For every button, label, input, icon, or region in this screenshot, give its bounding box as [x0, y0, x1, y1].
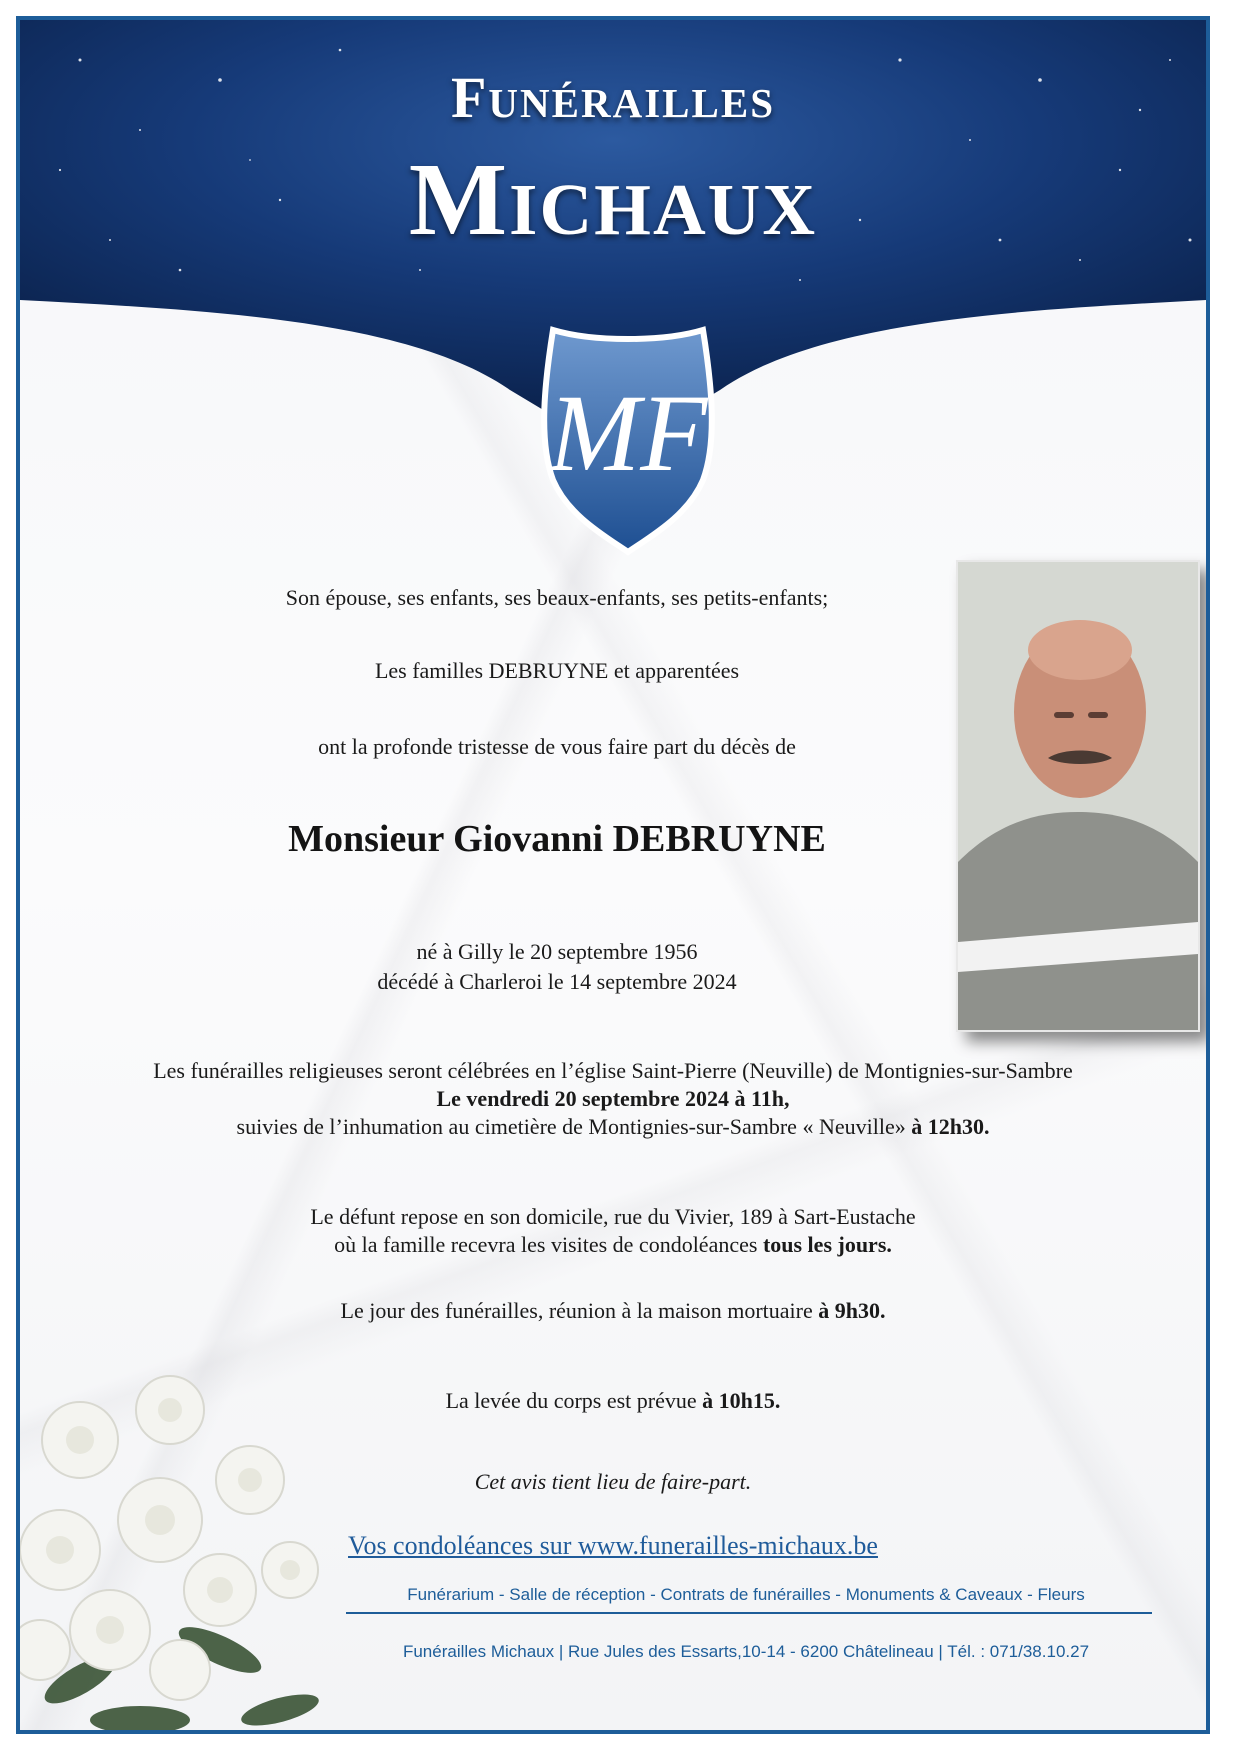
families-line: Les familles DEBRUYNE et apparentées [374, 658, 740, 683]
meeting-line [20, 1296, 1206, 1326]
death-info: décédé à Charleroi le 14 septembre 2024 [377, 969, 737, 994]
burial-line [20, 1112, 1206, 1142]
family-line: Son épouse, ses enfants, ses beaux-enfants, ses petits-enfants; [285, 585, 829, 610]
address-footer: Funérailles Michaux | Rue Jules des Essarts,10-14 - 6200 Châtelineau | Tél. : 071/38.10.27 [402, 1642, 1090, 1661]
meeting-time: à 9h30. [818, 1298, 886, 1323]
mf-shield-logo [533, 320, 723, 560]
notice-text: Cet avis tient lieu de faire-part. [474, 1469, 752, 1494]
services-footer: Funérarium - Salle de réception - Contrats de funérailles - Monuments & Caveaux - Fleurs [407, 1585, 1085, 1604]
logo-monogram: MF [548, 372, 708, 494]
header-banner [20, 20, 1206, 580]
brand-name-line1: Funérailles [450, 65, 775, 130]
deceased-name: Monsieur Giovanni DEBRUYNE [288, 818, 826, 860]
obituary-notice [16, 16, 1210, 1734]
visits-bold: tous les jours. [762, 1232, 892, 1257]
birth-info: né à Gilly le 20 septembre 1956 [416, 939, 698, 964]
visits-line [20, 1230, 1206, 1260]
burial-text: suivies de l’inhumation au cimetière de Montignies-sur-Sambre « Neuville» [236, 1114, 906, 1139]
condolences-link[interactable]: Vos condoléances sur www.funerailles-michaux.be [348, 1531, 878, 1560]
ceremony-date: Le vendredi 20 septembre 2024 à 11h, [436, 1086, 790, 1111]
burial-time: à 12h30. [911, 1114, 990, 1139]
meeting-text: Le jour des funérailles, réunion à la maison mortuaire [340, 1298, 813, 1323]
levee-text: La levée du corps est prévue [445, 1388, 697, 1413]
visits-text: où la famille recevra les visites de condoléances [334, 1232, 758, 1257]
church-ceremony-line: Les funérailles religieuses seront célébrées en l’église Saint-Pierre (Neuville) de Montignies-sur-Sambre [153, 1058, 1073, 1083]
levee-time: à 10h15. [702, 1388, 781, 1413]
brand-name-line2: Michaux [408, 142, 818, 257]
sadness-line: ont la profonde tristesse de vous faire part du décès de [318, 734, 796, 759]
white-flowers-bouquet [20, 1350, 340, 1734]
footer-divider [346, 1612, 1152, 1614]
residence-line: Le défunt repose en son domicile, rue du Vivier, 189 à Sart-Eustache [310, 1204, 916, 1229]
